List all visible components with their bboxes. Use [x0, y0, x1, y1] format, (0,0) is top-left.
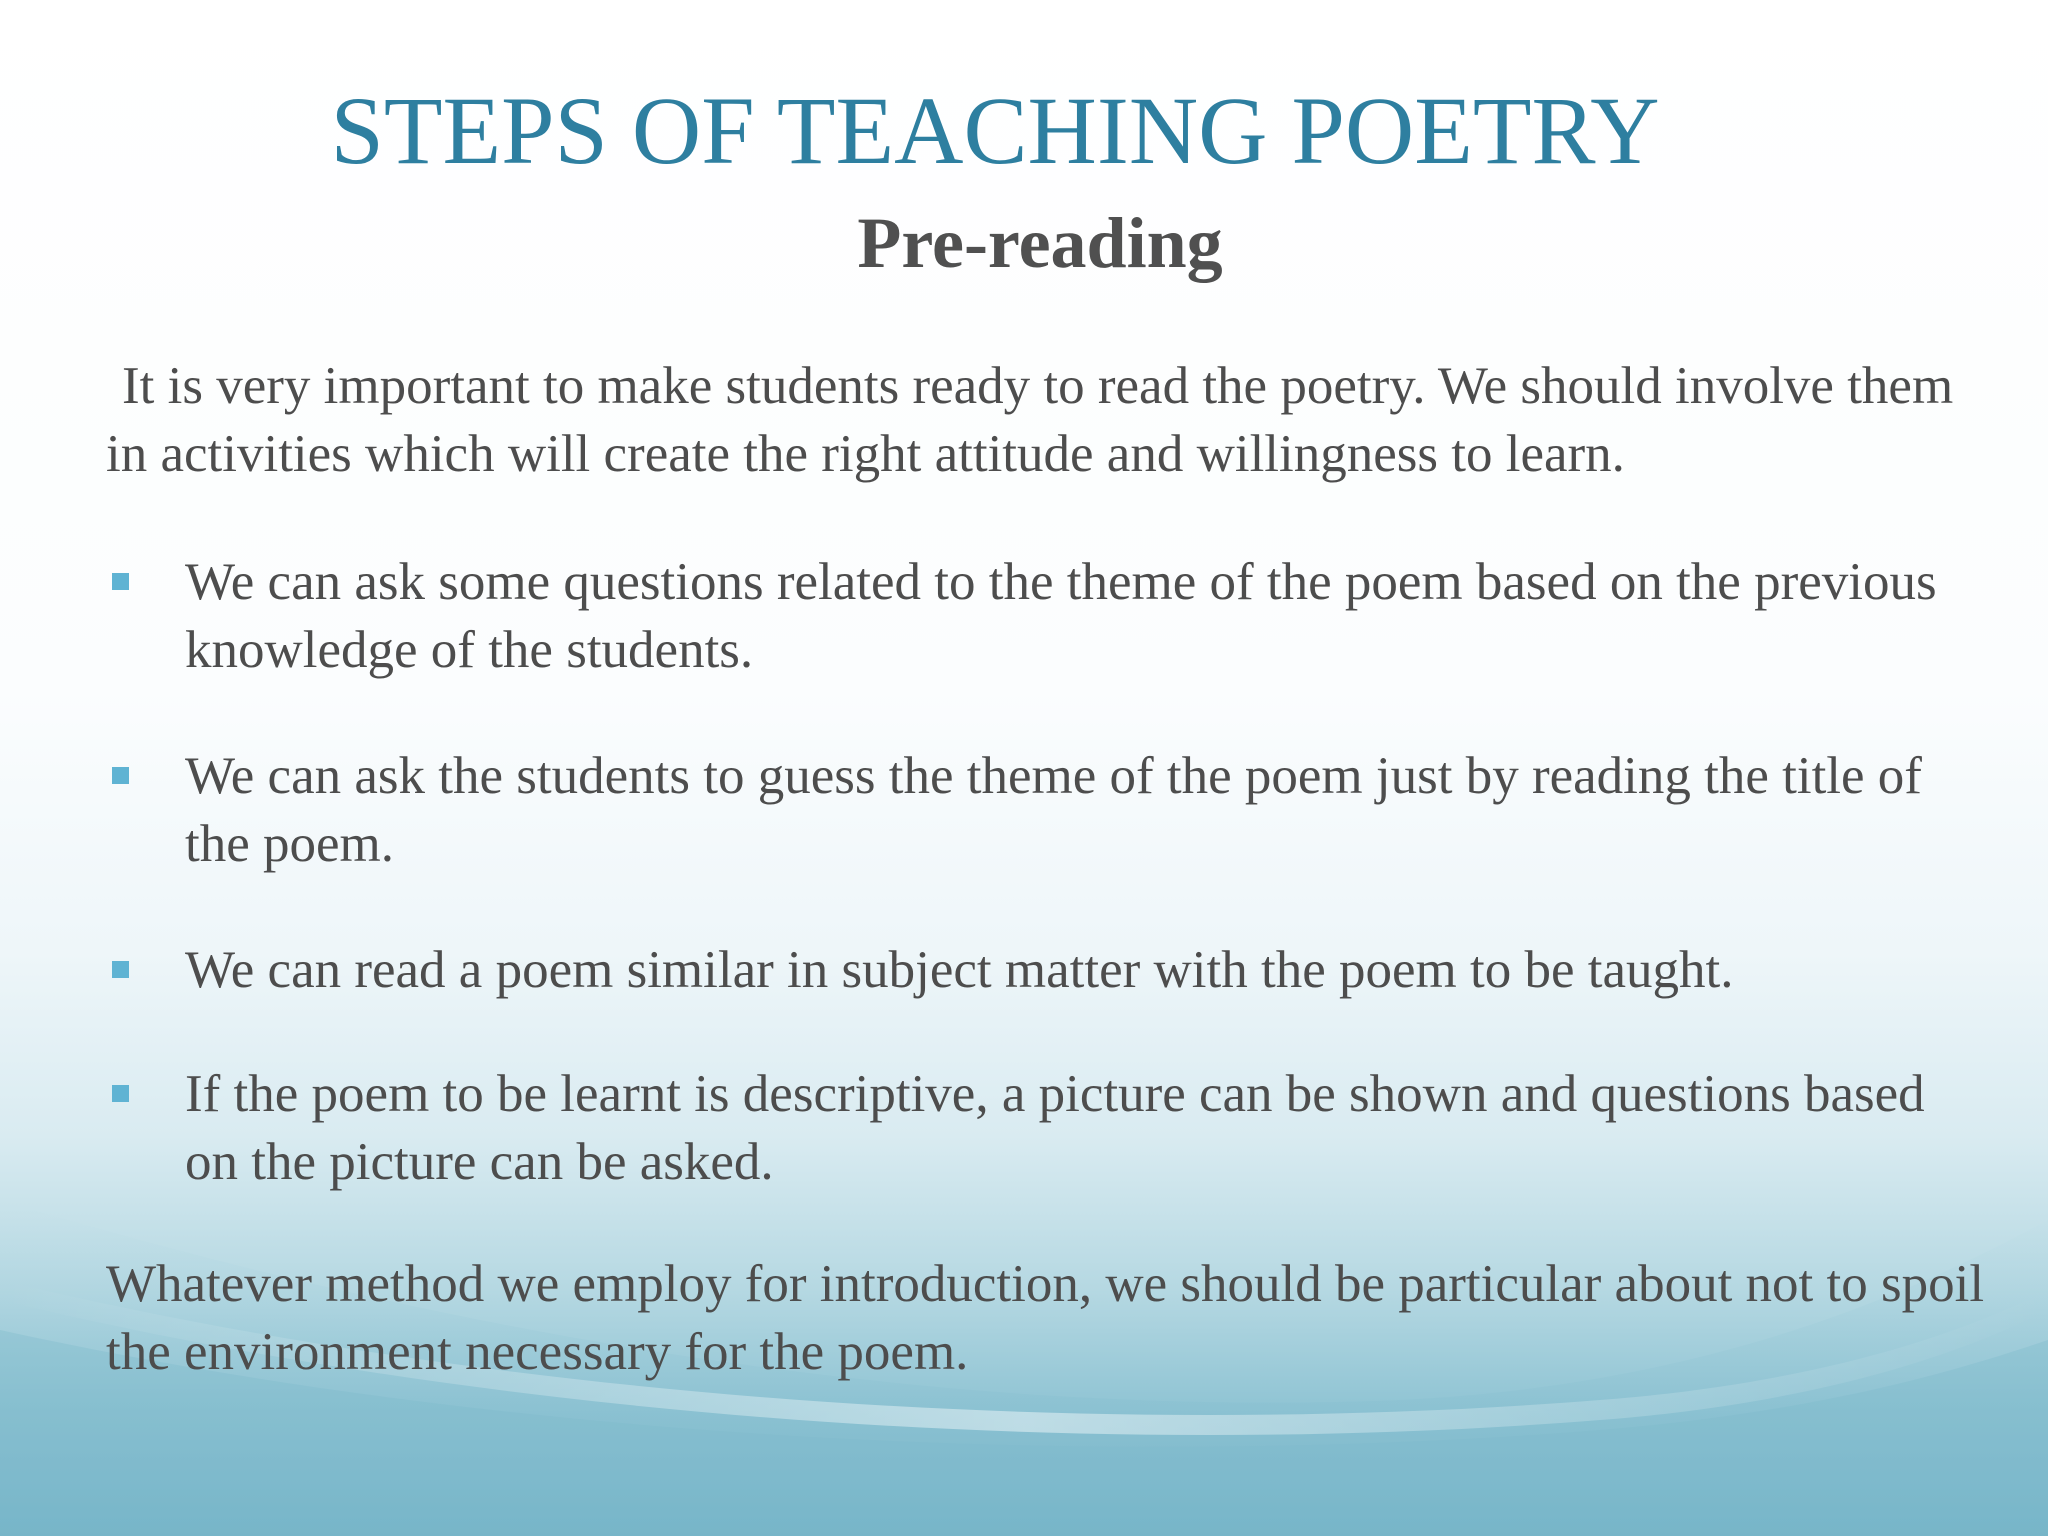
bullet-marker-icon — [112, 573, 129, 590]
closing-paragraph: Whatever method we employ for introduction, we should be particular about not to spoil the environment necessary for the poem. — [106, 1255, 1985, 1381]
bullet-text: We can ask the students to guess the theme of the poem just by reading the title of the poem. — [185, 747, 1922, 873]
bullet-marker-icon — [112, 961, 129, 978]
slide-subtitle: Pre-reading — [857, 203, 1223, 283]
slide-title: STEPS OF TEACHING POETRY — [330, 77, 1660, 184]
bullet-marker-icon — [112, 1085, 129, 1102]
bullet-marker-icon — [112, 767, 129, 784]
intro-paragraph: It is very important to make students ready to read the poetry. We should involve them in activities which will create the right attitude and willingness to learn. — [106, 357, 1954, 483]
bullet-text: We can ask some questions related to the theme of the poem based on the previous knowledge of the students. — [185, 553, 1937, 679]
bullet-text: If the poem to be learnt is descriptive, a picture can be shown and questions based on the picture can be asked. — [185, 1065, 1925, 1191]
bullet-text: We can read a poem similar in subject matter with the poem to be taught. — [185, 941, 1734, 999]
